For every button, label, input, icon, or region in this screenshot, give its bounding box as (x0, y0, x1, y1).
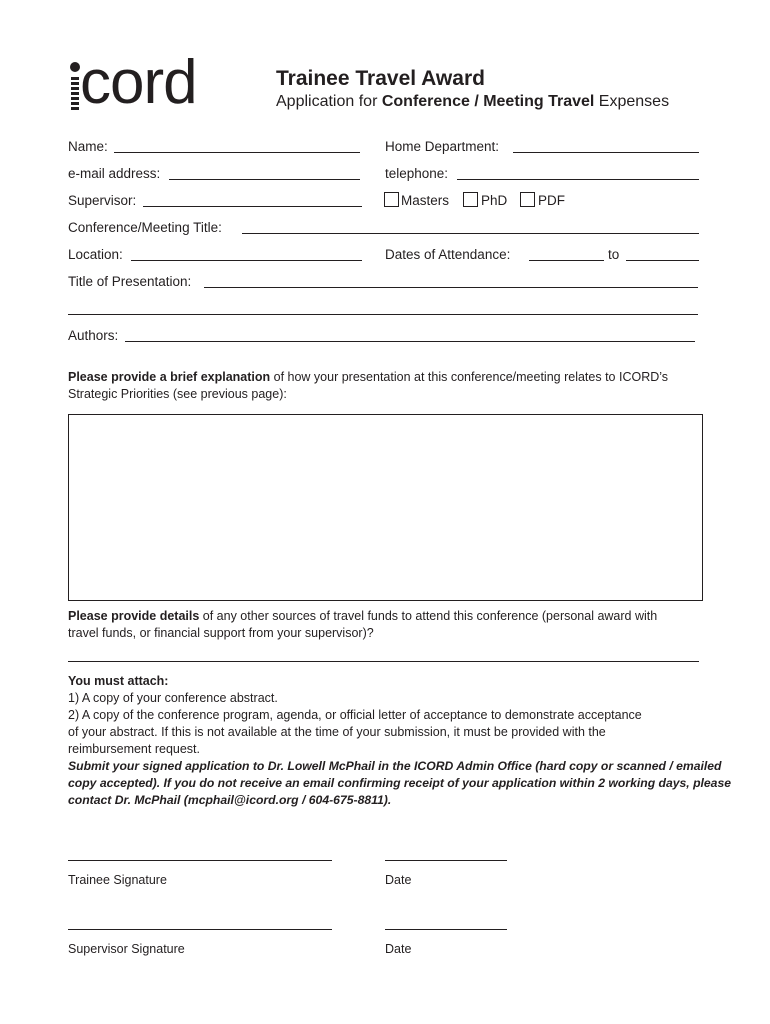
page-subtitle: Application for Conference / Meeting Travel Expenses (276, 93, 670, 110)
home-department-label: Home Department: (385, 139, 500, 154)
logo-i-spine (71, 77, 79, 111)
supervisor-label: Supervisor: (68, 193, 137, 208)
date-from-field[interactable] (529, 260, 604, 261)
explanation-prompt: Please provide a brief explanation of how your presentation at this conference/meeting relates to ICORD’s Strategic Priorities (see previous page): (68, 370, 669, 401)
details-prompt: Please provide details of any other sources of travel funds to attend this conference (personal award with travel funds, or financial support from your supervisor)? (68, 609, 658, 640)
conference-title-field[interactable] (242, 233, 699, 234)
supervisor-field[interactable] (143, 206, 362, 207)
details-field[interactable] (68, 661, 699, 662)
date-to-label: to (608, 247, 620, 262)
name-field[interactable] (114, 152, 360, 153)
explanation-textbox[interactable] (68, 414, 703, 601)
email-field[interactable] (169, 179, 360, 180)
name-label: Name: (68, 139, 108, 154)
title-of-presentation-field-line2[interactable] (68, 314, 698, 315)
logo-wordmark: cord (80, 48, 197, 117)
supervisor-signature-label: Supervisor Signature (68, 942, 185, 956)
location-label: Location: (68, 247, 123, 262)
attach-heading: You must attach: (68, 674, 169, 688)
page-title: Trainee Travel Award (276, 67, 485, 90)
attach-section (68, 673, 732, 809)
attach-item-2-line3: reimbursement request. (68, 742, 201, 756)
authors-field[interactable] (125, 341, 695, 342)
supervisor-date-field[interactable] (385, 929, 507, 930)
logo-i-dot (70, 62, 80, 72)
supervisor-signature-field[interactable] (68, 929, 332, 930)
trainee-signature-label: Trainee Signature (68, 873, 167, 887)
title-of-presentation-label: Title of Presentation: (68, 274, 192, 289)
attach-item-2-line1: 2) A copy of the conference program, agenda, or official letter of acceptance to demonstrate acceptance (68, 708, 642, 722)
trainee-date-label: Date (385, 873, 412, 887)
conference-title-label: Conference/Meeting Title: (68, 220, 222, 235)
location-field[interactable] (131, 260, 362, 261)
title-of-presentation-field[interactable] (204, 287, 698, 288)
home-department-field[interactable] (513, 152, 699, 153)
submit-line2: copy accepted). If you do not receive an email confirming receipt of your application within 2 working days, please (68, 776, 732, 790)
pdf-checkbox[interactable] (520, 192, 535, 207)
masters-label: Masters (401, 193, 450, 208)
email-label: e-mail address: (68, 166, 161, 181)
pdf-label: PDF (538, 193, 565, 208)
phd-label: PhD (481, 193, 508, 208)
attach-item-1: 1) A copy of your conference abstract. (68, 691, 278, 705)
telephone-field[interactable] (457, 179, 699, 180)
phd-checkbox[interactable] (463, 192, 478, 207)
submit-line1: Submit your signed application to Dr. Lowell McPhail in the ICORD Admin Office (hard copy or scanned / emailed (68, 759, 722, 773)
trainee-date-field[interactable] (385, 860, 507, 861)
submit-line3: contact Dr. McPhail (mcphail@icord.org / 604-675-8811). (68, 793, 392, 807)
attach-item-2-line2: of your abstract. If this is not available at the time of your submission, it must be provided with the (68, 725, 606, 739)
masters-checkbox[interactable] (384, 192, 399, 207)
supervisor-date-label: Date (385, 942, 412, 956)
trainee-signature-field[interactable] (68, 860, 332, 861)
authors-label: Authors: (68, 328, 119, 343)
date-to-field[interactable] (626, 260, 699, 261)
dates-of-attendance-label: Dates of Attendance: (385, 247, 511, 262)
telephone-label: telephone: (385, 166, 449, 181)
